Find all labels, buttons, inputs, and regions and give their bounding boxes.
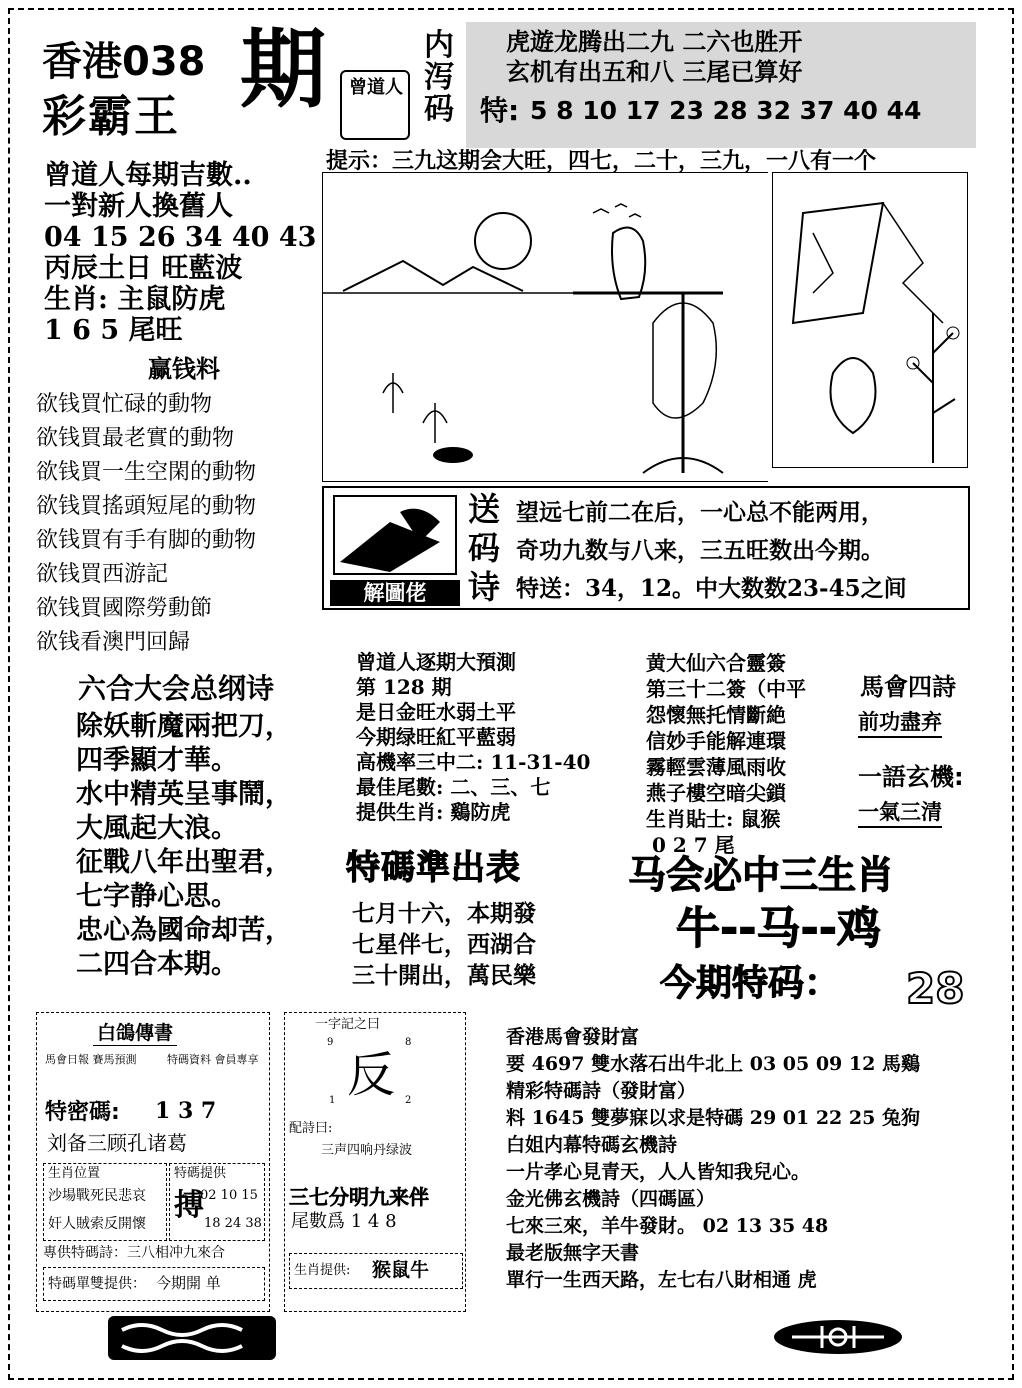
huang-line: 信妙手能解連環 [646, 729, 786, 753]
br-line: 單行一生西天路，左七右八財相通 虎 [506, 1269, 817, 1291]
ying-title: 赢钱料 [148, 354, 220, 383]
ying-item: 欲钱買最老實的動物 [36, 426, 235, 451]
te-box [169, 1163, 265, 1241]
neixie-label: 内泻码 [424, 28, 454, 127]
rooster-landscape-illustration [323, 173, 769, 483]
huang-line: 怨懷無托情斷絶 [646, 703, 786, 727]
side-char: 码 [468, 529, 501, 567]
wei-line: 尾數爲 1 4 8 [291, 1211, 397, 1232]
liuhe-line: 忠心為國命却苦， [76, 915, 292, 946]
dan-box [43, 1267, 265, 1301]
shengxiao-big: 牛--马--鸡 [676, 903, 882, 954]
ornament-icon [772, 1318, 904, 1356]
liuhe-line: 四季顯才華。 [76, 745, 238, 776]
hand-writing-icon [330, 492, 460, 578]
tema-line: 三十開出，萬民樂 [352, 962, 536, 989]
left-line: 1 6 5 尾旺 [44, 315, 183, 346]
te-box-label: 特碼提供 [174, 1166, 227, 1181]
yizi-box [284, 1012, 466, 1312]
huang-line: 燕子樓空暗尖鎖 [646, 781, 786, 805]
huang-line: 第三十二簽（中平 [646, 677, 806, 701]
te-box-nums2: 18 24 38 [204, 1216, 262, 1231]
sx-label: 生肖提供: [294, 1263, 351, 1278]
mahui-bizhong: 马会必中三生肖 [628, 853, 895, 897]
ying-item: 欲钱買忙碌的動物 [36, 392, 213, 417]
clock-1: 1 [329, 1095, 336, 1106]
header-poem-line2: 玄机有出五和八 三尾已算好 [506, 57, 803, 86]
pei-text: 三声四响丹绿波 [321, 1143, 413, 1158]
song-ma-shi-side [468, 490, 500, 607]
poem-line: 望远七前二在后，一心总不能两用， [516, 499, 884, 526]
liuhe-line: 水中精英呈事鬧， [76, 779, 292, 810]
mahui-title: 馬會四詩 [860, 673, 956, 701]
yizi-top: 一字記之曰 [315, 1017, 381, 1032]
zeng-logo [340, 70, 410, 140]
yizi-char: 反 [347, 1047, 396, 1103]
mima-value: 1 3 7 [155, 1098, 217, 1124]
huang-line: 霧輕雲薄風雨收 [646, 755, 786, 779]
left-line: 生肖: 主鼠防虎 [44, 284, 226, 315]
tema-lines [352, 898, 536, 991]
ying-item: 欲钱看澳門回歸 [36, 630, 191, 655]
br-line: 精彩特碼詩（發財富） [506, 1080, 697, 1102]
baige-title: 白鴿傳書 [93, 1021, 177, 1046]
illustration-panel-1 [322, 172, 768, 482]
pos-box [43, 1163, 167, 1241]
br-line: 最老版無字天書 [506, 1242, 640, 1264]
yiyu-title: 一語玄機: [858, 763, 964, 791]
zeng-line: 今期绿旺紅平藍弱 [356, 725, 516, 749]
ying-item: 欲钱買搖頭短尾的動物 [36, 494, 257, 519]
baige-chuanshu-box [36, 1012, 270, 1312]
zeng-line: 是日金旺水弱土平 [356, 700, 516, 724]
ying-list [36, 388, 256, 660]
zeng-line: 曾道人逐期大預測 [356, 650, 516, 674]
ying-item: 欲钱買一生空閑的動物 [36, 460, 257, 485]
liuhe-line: 二四合本期。 [76, 949, 238, 980]
br-line: 金光佛玄機詩（四碼區） [506, 1188, 716, 1210]
baige-small2: 特碼資料 會員專享 [167, 1053, 259, 1066]
br-line: 一片孝心見青天，人人皆知我兒心。 [506, 1161, 811, 1183]
zhuan-line: 專供特碼詩：三八相冲九來合 [43, 1245, 225, 1261]
side-char: 诗 [468, 568, 501, 606]
left-line: 曾道人每期吉數.. [44, 160, 252, 191]
left-line: 一對新人換舊人 [44, 191, 233, 222]
side-char: 送 [468, 490, 501, 528]
figure-tree-illustration [773, 173, 969, 469]
jietulao-label: 解圖佬 [330, 580, 460, 606]
header-poem-line1: 虎遊龙腾出二九 二六也胜开 [506, 27, 803, 56]
te-box-char: 搏 [174, 1188, 204, 1223]
hint-line: 提示：三九这期会大旺，四七，二十，三九，一八有一个 [326, 148, 877, 174]
br-line: 七來三來，羊牛發財。 02 13 35 48 [506, 1215, 829, 1237]
left-line: 04 15 26 34 40 43 [44, 222, 317, 253]
liubei-line: 刘备三顾孔诸葛 [47, 1131, 187, 1155]
zeng-line: 第 128 期 [356, 675, 452, 699]
ying-item: 欲钱買有手有脚的動物 [36, 528, 257, 553]
song-ma-shi-box [322, 486, 970, 610]
ying-item: 欲钱買西游記 [36, 562, 169, 587]
te-box-nums1: 02 10 15 [200, 1188, 258, 1203]
poem-line: 特送：34，12。中大数数23-45之间 [516, 575, 907, 602]
zeng-line: 最佳尾數: 二、三、七 [356, 775, 551, 799]
huang-line: 生肖貼士: 鼠猴 [646, 807, 781, 831]
jinqi-tema-number: 28 [906, 964, 965, 1013]
brand-name: 香港 [42, 39, 122, 85]
zeng-logo-text: 曾道人 [349, 77, 403, 98]
sx-box [289, 1253, 463, 1289]
ornament-icon [108, 1316, 276, 1360]
liuhe-line: 征戰八年出聖君， [76, 847, 292, 878]
ying-item: 欲钱買國際勞動節 [36, 596, 213, 621]
left-line: 丙辰土日 旺藍波 [44, 253, 243, 284]
te-numbers: 5 8 10 17 23 28 32 37 40 44 [530, 96, 922, 125]
tema-title: 特碼準出表 [346, 848, 521, 888]
jietulao-logo [330, 492, 460, 606]
footer-ornament-right [772, 1318, 904, 1356]
baige-small1: 馬會日報 賽馬預測 [45, 1053, 137, 1066]
left-info [44, 160, 316, 346]
qi-character: 期 [240, 20, 326, 120]
liuhe-line: 大風起大浪。 [76, 813, 238, 844]
huang-daxian [646, 650, 806, 858]
pos-label: 生肖位置 [48, 1166, 101, 1181]
brand-title [42, 40, 206, 84]
liuhe-title: 六合大会总纲诗 [78, 672, 275, 705]
dan-value: 今期開 单 [156, 1274, 221, 1292]
illustration-panel-2 [772, 172, 968, 468]
huang-line: 黄大仙六合靈簽 [646, 651, 786, 675]
jinqi-tema-label: 今期特码： [660, 963, 841, 1004]
clock-9: 9 [327, 1037, 334, 1048]
pei-label: 配詩曰: [289, 1121, 333, 1136]
br-line: 白姐内幕特碼玄機詩 [506, 1134, 678, 1156]
tema-line: 七星伴七，西湖合 [352, 931, 536, 958]
liuhe-line: 七字静心思。 [76, 881, 238, 912]
mahui-text: 前功盡弃 [858, 708, 942, 738]
song-ma-shi-lines [516, 494, 907, 608]
footer-ornament-left [108, 1316, 276, 1360]
zeng-prediction [356, 650, 590, 825]
dan-label: 特碼單雙提供： [48, 1276, 146, 1292]
br-line: 要 4697 雙水落石出牛北上 03 05 09 12 馬鷄 [506, 1053, 920, 1075]
te-label: 特: [480, 94, 520, 127]
sanqi-line: 三七分明九来伴 [289, 1185, 429, 1209]
poem-line: 奇功九数与八来，三五旺数出今期。 [516, 537, 884, 564]
sx-value: 猴鼠牛 [372, 1259, 430, 1281]
br-line: 料 1645 雙夢寐以求是特碼 29 01 22 25 兔狗 [506, 1107, 920, 1129]
yiyu-text: 一氣三清 [858, 798, 942, 828]
issue-number: 038 [122, 39, 206, 85]
mima-label: 特密碼: [45, 1100, 120, 1125]
subtitle: 彩霸王 [42, 91, 180, 142]
clock-8: 8 [405, 1037, 412, 1048]
br-line: 香港馬會發財富 [506, 1026, 640, 1048]
pos-line2: 奸人賊索反開懷 [48, 1216, 146, 1232]
header-poem-box [466, 22, 976, 148]
zeng-line: 提供生肖: 鷄防虎 [356, 800, 511, 824]
bottom-right-list [506, 1024, 920, 1294]
clock-2: 2 [405, 1095, 412, 1106]
pos-line1: 沙場戰死民悲哀 [48, 1188, 146, 1204]
liuhe-line: 除妖斬魔兩把刀， [76, 711, 292, 742]
tema-line: 七月十六，本期發 [352, 900, 536, 927]
zeng-line: 高機率三中二: 11-31-40 [356, 750, 591, 774]
huang-line: 0 2 7 尾 [652, 833, 735, 857]
liuhe-lines [76, 710, 292, 982]
